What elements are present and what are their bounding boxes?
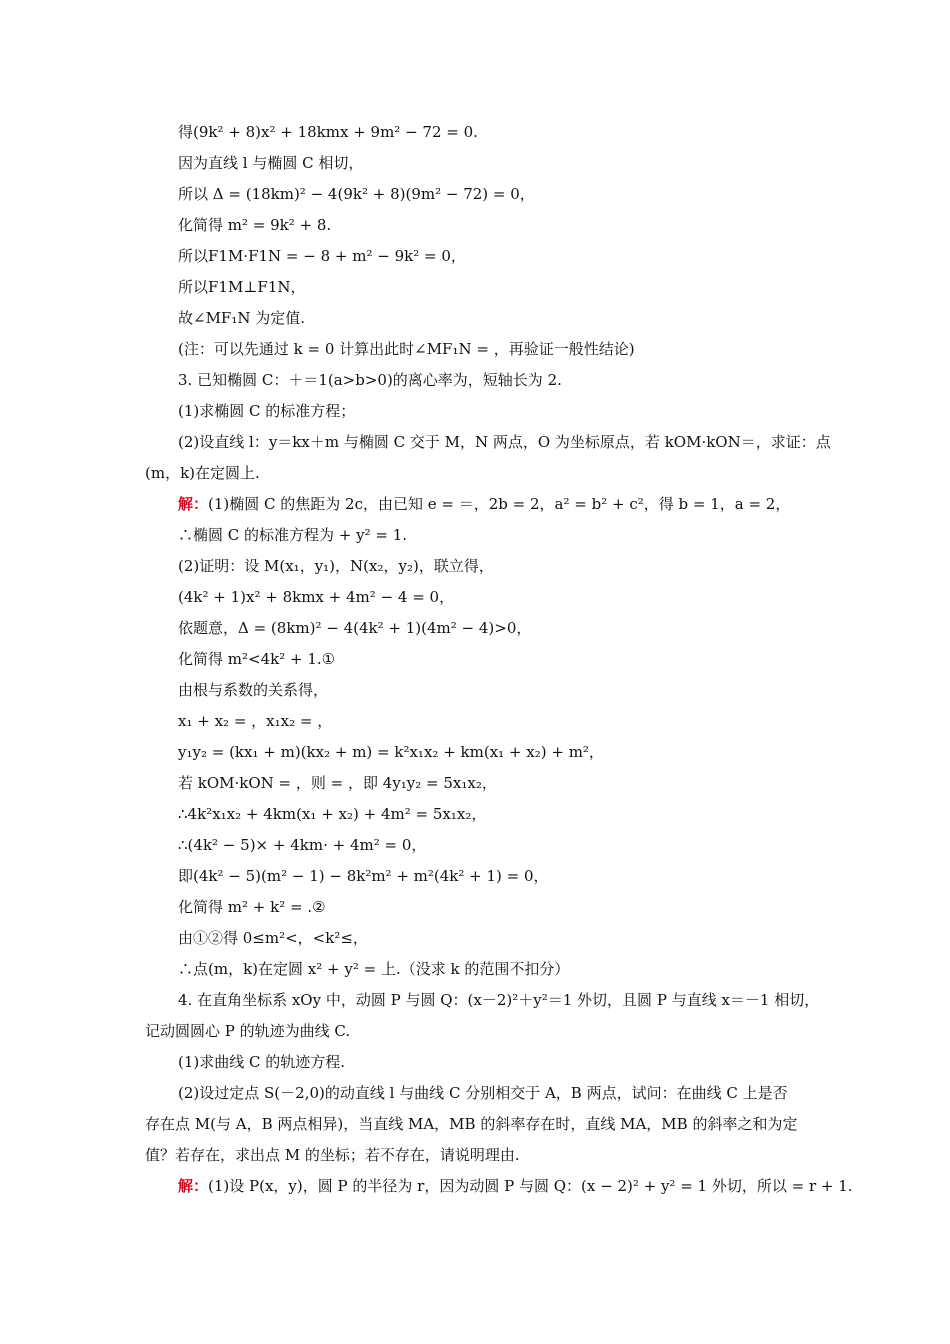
text-line: (1)求椭圆 C 的标准方程； (178, 402, 356, 420)
text-line: 由根与系数的关系得， (178, 681, 329, 699)
problem-3-statement: 3. 已知椭圆 C：＋＝1(a>b>0)的离心率为，短轴长为 2. (178, 371, 562, 389)
text-line: 值？若存在，求出点 M 的坐标；若不存在，请说明理由. (145, 1146, 520, 1164)
text-line: 依题意，Δ = (8km)² − 4(4k² + 1)(4m² − 4)>0， (178, 619, 532, 637)
text-line: (4k² + 1)x² + 8kmx + 4m² − 4 = 0， (178, 588, 455, 606)
text-line: 因为直线 l 与椭圆 C 相切， (178, 154, 364, 172)
solution-label: 解： (178, 1177, 209, 1195)
text-line: 化简得 m² = 9k² + 8. (178, 216, 332, 234)
text-line: (注：可以先通过 k = 0 计算出此时∠MF₁N = ，再验证一般性结论) (178, 340, 635, 358)
text-line: 记动圆圆心 P 的轨迹为曲线 C. (145, 1022, 351, 1040)
text-line: 化简得 m²<4k² + 1.① (178, 650, 336, 668)
text-line: 得(9k² + 8)x² + 18kmx + 9m² − 72 = 0. (178, 123, 478, 141)
solution-text: (1)椭圆 C 的焦距为 2c，由已知 e = ＝，2b = 2，a² = b² + c²，得 b = 1，a = 2， (208, 495, 791, 513)
text-line: 所以F1M·F1N = − 8 + m² − 9k² = 0， (178, 247, 466, 265)
text-line: ∴(4k² − 5)× + 4km· + 4m² = 0， (178, 836, 427, 854)
text-line: ∴4k²x₁x₂ + 4km(x₁ + x₂) + 4m² = 5x₁x₂， (178, 805, 487, 823)
text-line: 所以 Δ = (18km)² − 4(9k² + 8)(9m² − 72) = 0， (178, 185, 535, 203)
text-line: y₁y₂ = (kx₁ + m)(kx₂ + m) = k²x₁x₂ + km(x₁ + x₂) + m²， (178, 743, 604, 761)
text-line: ∴点(m，k)在定圆 x² + y² = 上.（没求 k 的范围不扣分） (178, 960, 570, 978)
text-line: 所以F1M⊥F1N， (178, 278, 306, 296)
solution-text: (1)设 P(x，y)，圆 P 的半径为 r，因为动圆 P 与圆 Q：(x − 2)² + y² = 1 外切，所以 = r + 1. (208, 1177, 853, 1195)
solution-line (178, 1175, 853, 1197)
solution-label: 解： (178, 495, 209, 513)
text-line: (1)求曲线 C 的轨迹方程. (178, 1053, 346, 1071)
text-line: (2)证明：设 M(x₁，y₁)，N(x₂，y₂)，联立得， (178, 557, 494, 575)
text-line: (m，k)在定圆上. (145, 464, 260, 482)
text-line: 即(4k² − 5)(m² − 1) − 8k²m² + m²(4k² + 1) = 0， (178, 867, 549, 885)
text-line: 若 kOM·kON = ，则 = ，即 4y₁y₂ = 5x₁x₂， (178, 774, 497, 792)
text-line: 化简得 m² + k² = .② (178, 898, 326, 916)
text-line: x₁ + x₂ = ，x₁x₂ = ， (178, 712, 333, 730)
problem-4-statement: 4. 在直角坐标系 xOy 中，动圆 P 与圆 Q：(x－2)²＋y²＝1 外切，且圆 P 与直线 x＝－1 相切， (178, 991, 820, 1009)
text-line: 存在点 M(与 A，B 两点相异)，当直线 MA，MB 的斜率存在时，直线 MA，MB 的斜率之和为定 (145, 1115, 798, 1133)
text-line: (2)设直线 l：y＝kx＋m 与椭圆 C 交于 M，N 两点，O 为坐标原点，若 kOM·kON＝，求证：点 (178, 433, 831, 451)
text-line: (2)设过定点 S(－2,0)的动直线 l 与曲线 C 分别相交于 A，B 两点，试问：在曲线 C 上是否 (178, 1084, 788, 1102)
text-line: 故∠MF₁N 为定值. (178, 309, 306, 327)
text-line: ∴椭圆 C 的标准方程为 + y² = 1. (178, 526, 408, 544)
text-line: 由①②得 0≤m²<，<k²≤， (178, 929, 368, 947)
solution-line (178, 493, 818, 515)
